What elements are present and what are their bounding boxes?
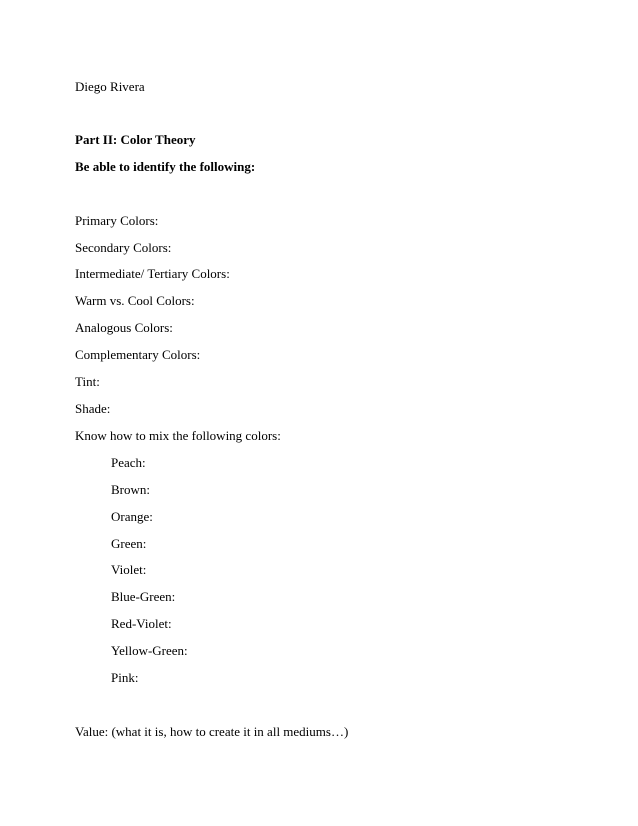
mix-item-pink: Pink: <box>111 670 139 685</box>
author-name: Diego Rivera <box>75 79 145 94</box>
identify-item-analogous: Analogous Colors: <box>75 320 173 335</box>
identify-item-complementary: Complementary Colors: <box>75 347 201 362</box>
mix-item-red-violet: Red-Violet: <box>111 616 172 631</box>
section-subtitle: Be able to identify the following: <box>75 159 256 174</box>
identify-item-primary: Primary Colors: <box>75 213 159 228</box>
mix-item-peach: Peach: <box>111 455 146 470</box>
mix-item-brown: Brown: <box>111 482 150 497</box>
identify-item-tint: Tint: <box>75 374 100 389</box>
identify-item-warm-cool: Warm vs. Cool Colors: <box>75 293 195 308</box>
mix-item-yellow-green: Yellow-Green: <box>111 643 188 658</box>
identify-item-shade: Shade: <box>75 401 111 416</box>
section-title: Part II: Color Theory <box>75 132 196 147</box>
value-line: Value: (what it is, how to create it in all mediums…) <box>75 724 349 739</box>
mix-item-blue-green: Blue-Green: <box>111 589 176 604</box>
mix-item-green: Green: <box>111 536 147 551</box>
identify-item-tertiary: Intermediate/ Tertiary Colors: <box>75 266 230 281</box>
mix-item-violet: Violet: <box>111 562 147 577</box>
identify-item-secondary: Secondary Colors: <box>75 240 172 255</box>
mix-heading: Know how to mix the following colors: <box>75 428 281 443</box>
mix-item-orange: Orange: <box>111 509 153 524</box>
